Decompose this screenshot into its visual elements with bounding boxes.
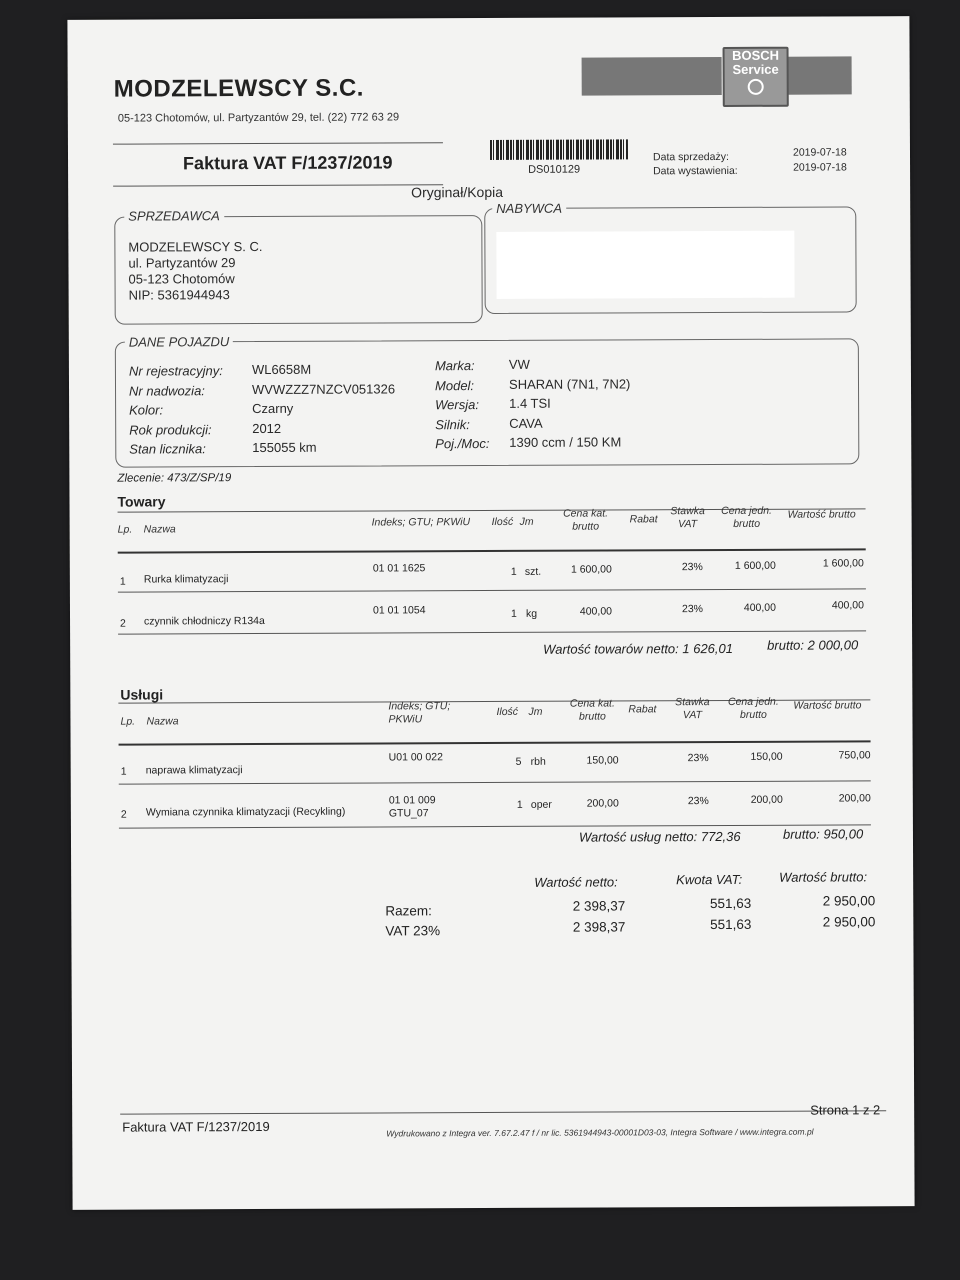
services-th-lp: Lp. <box>120 715 136 728</box>
vehicle-left-values: WL6658M WVWZZZ7NZCV051326 Czarny 2012 155055 km <box>251 361 396 456</box>
services-header-bottom-line <box>119 740 871 745</box>
goods-total-gross: brutto: 2 000,00 <box>767 637 859 653</box>
goods-row: 2 czynnik chłodniczy R134a 01 01 1054 1 kg 400,00 23% 400,00 400,00 <box>120 599 864 630</box>
seller-label: SPRZEDAWCA <box>124 208 224 223</box>
vehicle-left-labels: Nr rejestracyjny: Nr nadwozia: Kolor: Rok produkcji: Stan licznika: <box>128 363 223 457</box>
summary-vat-label: Kwota VAT: <box>676 871 743 888</box>
services-th-price: Cena kat. brutto <box>569 697 615 723</box>
title-divider-top <box>113 142 443 144</box>
services-th-unit: Jm <box>528 705 543 718</box>
goods-th-discount: Rabat <box>629 513 658 526</box>
services-th-unitprice: Cena jedn. brutto <box>727 695 779 721</box>
goods-header-bottom-line <box>118 548 866 553</box>
vehicle-right-labels: Marka: Model: Wersja: Silnik: Poj./Moc: <box>434 358 490 452</box>
title-divider-bottom <box>113 184 443 186</box>
services-total-net: Wartość usług netto: 772,36 <box>578 828 741 845</box>
bosch-armature-icon <box>748 79 764 95</box>
header-grey-bar-left <box>582 57 722 96</box>
summary-row-vat23: VAT 23% 2 398,37 551,63 2 950,00 <box>385 914 876 939</box>
header-grey-bar-right <box>786 56 852 94</box>
services-table-bottom-line <box>119 824 871 828</box>
barcode <box>490 139 628 160</box>
summary-row-total: Razem: 2 398,37 551,63 2 950,00 <box>385 893 876 919</box>
original-copy: Oryginał/Kopia <box>411 183 504 201</box>
goods-th-unit: Jm <box>519 515 534 528</box>
company-address: 05-123 Chotomów, ul. Partyzantów 29, tel. (22) 772 63 29 <box>117 111 400 125</box>
services-th-vat: Stawka VAT <box>675 696 710 722</box>
goods-th-lp: Lp. <box>117 523 133 536</box>
services-row-divider <box>119 780 871 784</box>
order-number: Zlecenie: 473/Z/SP/19 <box>117 472 232 485</box>
footer-line <box>120 1110 886 1114</box>
services-th-qty: Ilość <box>496 705 519 718</box>
footer-title: Faktura VAT F/1237/2019 <box>122 1118 270 1135</box>
goods-th-unitprice: Cena jedn. brutto <box>721 504 772 530</box>
goods-th-vat: Stawka VAT <box>670 505 705 531</box>
services-th-index: Indeks; GTU; PKWiU <box>388 700 451 726</box>
summary-net-label: Wartość netto: <box>534 874 618 890</box>
buyer-label: NABYWCA <box>492 201 566 216</box>
issue-date: 2019-07-18 <box>793 161 847 174</box>
invoice-title: Faktura VAT F/1237/2019 <box>182 152 393 174</box>
goods-title: Towary <box>117 493 166 510</box>
goods-th-price: Cena kat. brutto <box>563 507 609 533</box>
footer-page: Strona 1 z 2 <box>810 1102 881 1118</box>
services-row: 1 naprawa klimatyzacji U01 00 022 5 rbh 150,00 23% 150,00 750,00 <box>120 749 871 778</box>
vehicle-label: DANE POJAZDU <box>125 334 233 349</box>
company-name: MODZELEWSCY S.C. <box>113 74 365 103</box>
goods-row: 1 Rurka klimatyzacji 01 01 1625 1 szt. 1 600,00 23% 1 600,00 1 600,00 <box>119 557 864 588</box>
bosch-service-logo: BOSCH Service <box>723 47 789 107</box>
goods-row-divider <box>118 588 866 592</box>
goods-th-index: Indeks; GTU; PKWiU <box>371 516 471 529</box>
goods-th-value: Wartość brutto <box>787 508 856 521</box>
goods-th-name: Nazwa <box>143 523 176 536</box>
goods-th-qty: Ilość <box>491 515 514 528</box>
sale-date: 2019-07-18 <box>792 146 847 159</box>
issue-date-label: Data wystawienia: <box>653 164 738 178</box>
goods-table-bottom-line <box>118 630 866 634</box>
goods-total-net: Wartość towarów netto: 1 626,01 <box>543 640 734 657</box>
vehicle-right-values: VW SHARAN (7N1, 7N2) 1.4 TSI CAVA 1390 ccm / 150 KM <box>508 356 631 450</box>
barcode-number: DS010129 <box>528 163 581 176</box>
services-th-name: Nazwa <box>146 715 179 728</box>
services-row: 2 Wymiana czynnika klimatyzacji (Recykling) 01 01 009 GTU_07 1 oper 200,00 23% 200,00 200,00 <box>120 792 871 821</box>
footer-printed-by: Wydrukowano z Integra ver. 7.67.2.47 f / nr lic. 5361944943-00001D03-03, Integra Software / www.integra.com.pl <box>386 1126 814 1139</box>
invoice-paper <box>67 16 914 1210</box>
summary-gross-label: Wartość brutto: <box>779 869 868 885</box>
services-th-discount: Rabat <box>628 703 657 716</box>
services-total-gross: brutto: 950,00 <box>782 826 864 842</box>
seller-details: MODZELEWSCY S. C. ul. Partyzantów 29 05-123 Chotomów NIP: 5361944943 <box>128 238 263 303</box>
buyer-redaction <box>496 231 794 299</box>
services-th-value: Wartość brutto <box>793 699 862 712</box>
sale-date-label: Data sprzedaży: <box>652 150 729 164</box>
services-title: Usługi <box>120 686 164 703</box>
